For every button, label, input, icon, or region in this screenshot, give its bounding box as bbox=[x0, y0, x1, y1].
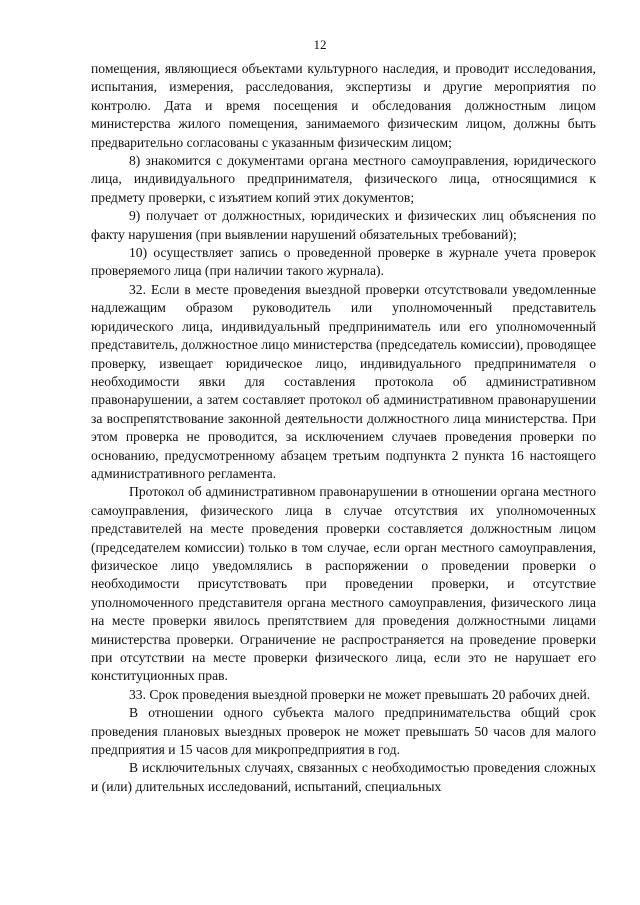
paragraph-small-business: В отношении одного субъекта малого предпринимательства общий срок проведения плановых выездных проверок не может превышать 50 часов для малого предприятия и 15 часов для микропредприятия в год. bbox=[91, 705, 596, 758]
paragraph-continuation: помещения, являющиеся объектами культурного наследия, и проводит исследования, испытания, измерения, расследования, экспертизы и другие мероприятия по контролю. Дата и время посещения и обследования должностным лицом министерства жилого помещения, занимаемого физическим лицом, должны быть предварительно согласованы с указанным физическим лицом; bbox=[91, 61, 596, 150]
paragraph-item-10: 10) осуществляет запись о проведенной проверке в журнале учета проверок проверяемого лица (при наличии такого журнала). bbox=[91, 245, 596, 279]
paragraph-protocol: Протокол об административном правонарушении в отношении органа местного самоуправления, физического лица в случае отсутствия их уполномоченных представителей на месте проведения проверки составляется должностным лицом (председателем комиссии) только в том случае, если орган местного самоуправления, физическое лицо уведомлялись в распоряжении о проведении проверки о необходимости присутствовать при проведении проверки, и отсутствие уполномоченного представителя органа местного самоуправления, физического лица на месте проверки явилось препятствием для проведения должностными лицами министерства проверки. Ограничение не распространяется на проведение проверки при отсутствии на месте проверки физического лица, если это не нарушает его конституционных прав. bbox=[91, 484, 596, 684]
document-body bbox=[91, 60, 596, 796]
paragraph-section-32: 32. Если в месте проведения выездной проверки отсутствовали уведомленные надлежащим образом руководитель или уполномоченный представитель юридического лица, индивидуальный предприниматель или его уполномоченный представитель, должностное лицо министерства (председатель комиссии), проводящее проверку, извещает юридическое лицо, индивидуального предпринимателя о необходимости явки для составления протокола об административном правонарушении, а затем составляет протокол об административном правонарушении за воспрепятствование законной деятельности должностного лица министерства. При этом проверка не проводится, за исключением случаев проведения проверки по основанию, предусмотренному абзацем третьим подпункта 2 пункта 16 настоящего административного регламента. bbox=[91, 281, 596, 481]
paragraph-item-9: 9) получает от должностных, юридических и физических лиц объяснения по факту нарушения (при выявлении нарушений обязательных требований); bbox=[91, 208, 596, 242]
paragraph-exceptional-cases: В исключительных случаях, связанных с необходимостью проведения сложных и (или) длительных исследований, испытаний, специальных bbox=[91, 760, 596, 794]
page-number: 12 bbox=[313, 37, 327, 52]
paragraph-section-33: 33. Срок проведения выездной проверки не может превышать 20 рабочих дней. bbox=[129, 686, 591, 702]
paragraph-item-8: 8) знакомится с документами органа местного самоуправления, юридического лица, индивидуального предпринимателя, физического лица, относящимися к предмету проверки, с изъятием копий этих документов; bbox=[91, 153, 596, 205]
